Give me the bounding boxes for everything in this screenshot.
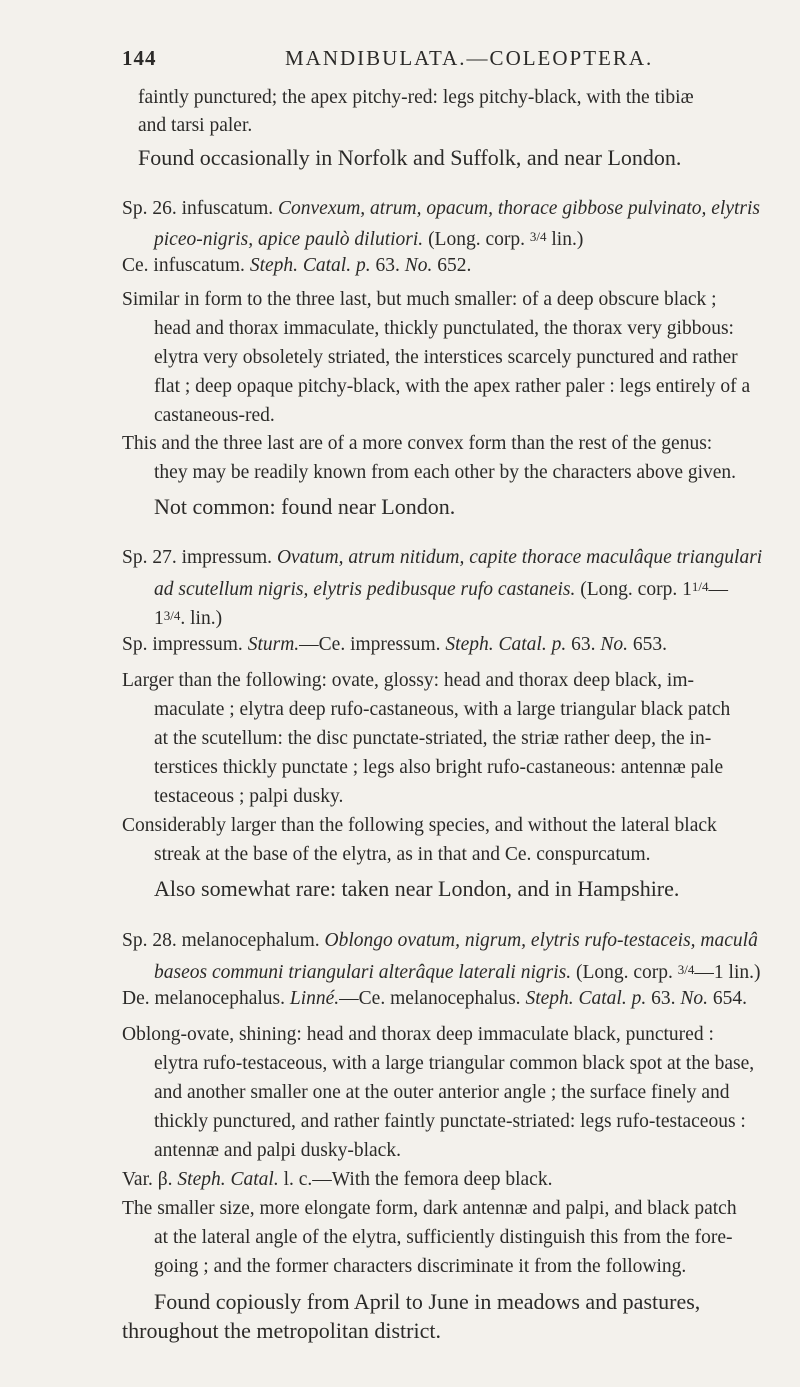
text-segment: Oblongo ovatum, nigrum, elytris rufo-testaceis, maculâ bbox=[324, 930, 758, 951]
text-segment: (Long. corp. 1 bbox=[575, 579, 692, 600]
text-segment: piceo-nigris, apice paulò dilutiori. bbox=[154, 229, 424, 250]
text-segment: head and thorax immaculate, thickly punctulated, the thorax very gibbous: bbox=[154, 318, 734, 339]
running-title: MANDIBULATA.—COLEOPTERA. bbox=[285, 46, 654, 70]
text-segment: No. bbox=[680, 988, 708, 1009]
text-line bbox=[122, 1022, 714, 1048]
text-line bbox=[122, 545, 762, 571]
text-segment: —1 lin.) bbox=[694, 962, 761, 983]
text-segment: maculate ; elytra deep rufo-castaneous, with a large triangular black patch bbox=[154, 699, 731, 720]
text-segment: 654. bbox=[708, 988, 747, 1009]
text-segment: testaceous ; palpi dusky. bbox=[154, 786, 344, 807]
text-line bbox=[154, 345, 738, 371]
text-line bbox=[138, 113, 252, 139]
text-line bbox=[154, 494, 455, 520]
text-segment: Ovatum, atrum nitidum, capite thorace maculâque triangulari bbox=[276, 547, 763, 568]
text-segment: and tarsi paler. bbox=[138, 115, 253, 136]
text-segment: 63. bbox=[370, 255, 405, 276]
text-segment: faintly punctured; the apex pitchy-red: legs pitchy-black, with the tibiæ bbox=[138, 87, 694, 108]
text-line bbox=[154, 460, 736, 486]
text-line bbox=[138, 145, 681, 171]
fraction: 3/4 bbox=[677, 962, 695, 977]
text-segment: 653. bbox=[627, 634, 667, 655]
text-segment: Var. β. bbox=[122, 1169, 178, 1190]
text-line bbox=[122, 1196, 737, 1222]
text-line bbox=[122, 1167, 552, 1193]
text-segment: Found occasionally in Norfolk and Suffolk, and near London. bbox=[138, 145, 682, 170]
text-segment: terstices thickly punctate ; legs also bright rufo-castaneous: antennæ pale bbox=[154, 757, 724, 778]
text-segment: Sp. impressum. bbox=[122, 634, 248, 655]
text-segment: antennæ and palpi dusky-black. bbox=[154, 1140, 401, 1161]
text-segment: Similar in form to the three last, but much smaller: of a deep obscure black ; bbox=[122, 289, 717, 310]
text-segment: Found copiously from April to June in meadows and pastures, bbox=[154, 1289, 701, 1314]
text-line bbox=[154, 1051, 754, 1077]
text-line bbox=[154, 374, 750, 400]
text-line bbox=[122, 253, 471, 279]
page-number: 144 bbox=[122, 46, 157, 70]
text-line bbox=[154, 1109, 746, 1135]
text-line bbox=[154, 224, 583, 253]
text-segment: Also somewhat rare: taken near London, and in Hampshire. bbox=[154, 876, 680, 901]
text-line bbox=[122, 431, 712, 457]
text-segment: Convexum, atrum, opacum, thorace gibbose pulvinato, elytris bbox=[278, 198, 761, 219]
text-segment: flat ; deep opaque pitchy-black, with the apex rather paler : legs entirely of a bbox=[154, 376, 751, 397]
text-line bbox=[154, 697, 730, 723]
running-header bbox=[122, 46, 760, 76]
text-segment: De. melanocephalus. bbox=[122, 988, 290, 1009]
text-segment: they may be readily known from each other by the characters above given. bbox=[154, 462, 737, 483]
text-line bbox=[122, 668, 694, 694]
text-line bbox=[154, 574, 728, 603]
text-segment: Sp. 27. impressum. bbox=[122, 547, 277, 568]
text-segment: Sturm. bbox=[247, 634, 300, 655]
text-line bbox=[122, 928, 758, 954]
fraction: 3/4 bbox=[163, 608, 181, 623]
text-line bbox=[122, 287, 717, 313]
text-segment: l. c.—With the femora deep black. bbox=[278, 1169, 553, 1190]
text-segment: baseos communi triangulari alterâque laterali nigris. bbox=[154, 962, 572, 983]
text-segment: elytra very obsoletely striated, the interstices scarcely punctured and rather bbox=[154, 347, 738, 368]
text-line bbox=[122, 1318, 441, 1344]
text-segment: Considerably larger than the following species, and without the lateral black bbox=[122, 815, 717, 836]
text-segment: lin.) bbox=[546, 229, 584, 250]
text-line bbox=[154, 957, 761, 986]
text-line bbox=[154, 784, 343, 810]
text-segment: throughout the metropolitan district. bbox=[122, 1318, 441, 1343]
text-line bbox=[138, 85, 694, 111]
text-segment: Steph. Catal. bbox=[177, 1169, 279, 1190]
text-segment: Larger than the following: ovate, glossy: head and thorax deep black, im- bbox=[122, 670, 695, 691]
text-segment: going ; and the former characters discriminate it from the following. bbox=[154, 1256, 687, 1277]
text-segment: 63. bbox=[646, 988, 681, 1009]
text-segment: Sp. 26. infuscatum. bbox=[122, 198, 278, 219]
text-line bbox=[122, 986, 747, 1012]
text-segment: at the scutellum: the disc punctate-striated, the striæ rather deep, the in- bbox=[154, 728, 712, 749]
text-segment: Ce. infuscatum. bbox=[122, 255, 250, 276]
text-line bbox=[154, 403, 275, 429]
text-segment: Steph. Catal. p. bbox=[249, 255, 371, 276]
text-line bbox=[154, 316, 734, 342]
text-segment: —Ce. impressum. bbox=[299, 634, 446, 655]
text-line bbox=[154, 1138, 401, 1164]
text-segment: Not common: found near London. bbox=[154, 494, 456, 519]
text-line bbox=[154, 726, 711, 752]
text-segment: at the lateral angle of the elytra, sufficiently distinguish this from the fore- bbox=[154, 1227, 733, 1248]
text-segment: —Ce. melanocephalus. bbox=[339, 988, 526, 1009]
text-segment: No. bbox=[600, 634, 628, 655]
fraction: 3/4 bbox=[529, 229, 547, 244]
text-segment: — bbox=[708, 579, 728, 600]
text-segment: streak at the base of the elytra, as in that and Ce. conspurcatum. bbox=[154, 844, 651, 865]
text-segment: ad scutellum nigris, elytris pedibusque rufo castaneis. bbox=[154, 579, 576, 600]
text-segment: elytra rufo-testaceous, with a large triangular common black spot at the base, bbox=[154, 1053, 755, 1074]
text-segment: (Long. corp. bbox=[571, 962, 678, 983]
text-segment: (Long. corp. bbox=[423, 229, 530, 250]
text-line bbox=[154, 603, 222, 632]
text-segment: castaneous-red. bbox=[154, 405, 275, 426]
text-segment: 652. bbox=[432, 255, 472, 276]
text-line bbox=[154, 1289, 700, 1315]
text-segment: This and the three last are of a more convex form than the rest of the genus: bbox=[122, 433, 713, 454]
text-line bbox=[154, 1254, 686, 1280]
text-line bbox=[154, 755, 723, 781]
text-segment: 63. bbox=[566, 634, 601, 655]
text-line bbox=[154, 876, 679, 902]
fraction: 1/4 bbox=[691, 579, 709, 594]
text-segment: and another smaller one at the outer anterior angle ; the surface finely and bbox=[154, 1082, 730, 1103]
text-line bbox=[122, 813, 717, 839]
text-segment: The smaller size, more elongate form, dark antennæ and palpi, and black patch bbox=[122, 1198, 737, 1219]
text-segment: Steph. Catal. p. bbox=[445, 634, 567, 655]
text-segment: Steph. Catal. p. bbox=[525, 988, 647, 1009]
text-segment: . lin.) bbox=[180, 608, 223, 629]
text-segment: No. bbox=[404, 255, 433, 276]
text-line bbox=[154, 1080, 730, 1106]
text-segment: Linné. bbox=[289, 988, 340, 1009]
text-line bbox=[154, 1225, 733, 1251]
text-segment: Oblong-ovate, shining: head and thorax deep immaculate black, punctured : bbox=[122, 1024, 714, 1045]
text-line bbox=[154, 842, 651, 868]
text-line bbox=[122, 196, 760, 222]
text-segment: 1 bbox=[154, 608, 164, 629]
text-segment: thickly punctured, and rather faintly punctate-striated: legs rufo-testaceous : bbox=[154, 1111, 746, 1132]
text-line bbox=[122, 632, 667, 658]
text-segment: Sp. 28. melanocephalum. bbox=[122, 930, 325, 951]
